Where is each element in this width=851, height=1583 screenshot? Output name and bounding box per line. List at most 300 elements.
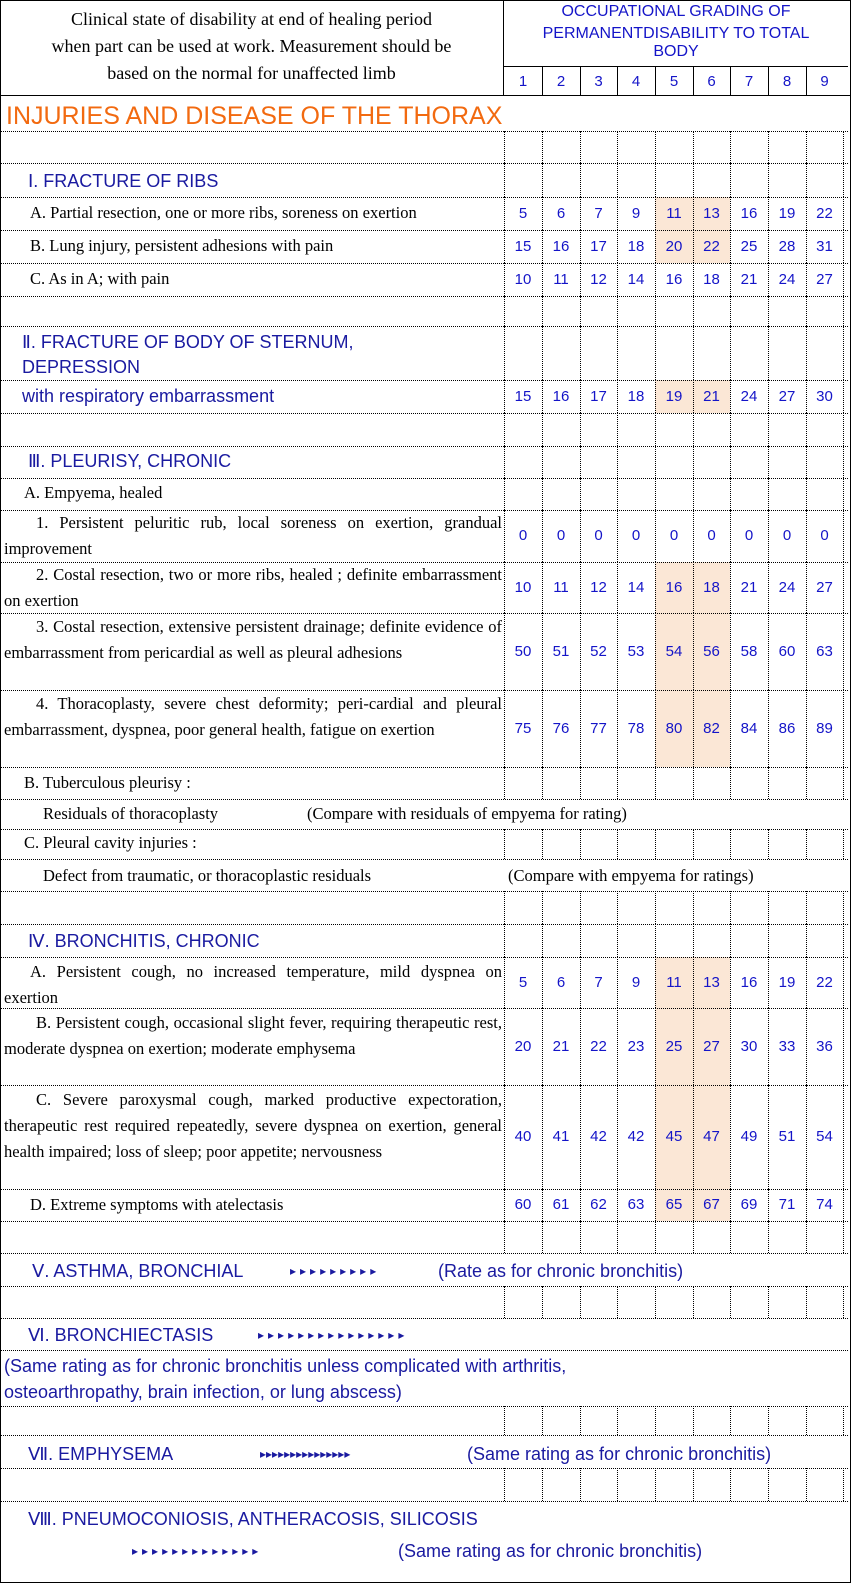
col-line [768,1286,769,1318]
col-line [655,163,656,197]
rating-cell-r4d-col3: 62 [590,1196,607,1213]
col-line [617,1286,618,1318]
col-line [768,478,769,510]
rating-cell-r3a1-col1: 0 [518,527,528,544]
row-line [0,1406,848,1407]
rating-cell-r1b-col6: 22 [703,237,720,255]
col-line [655,829,656,859]
row-line [0,326,848,327]
col-line [504,413,505,446]
rating-cell-r4c-col6: 47 [703,1128,720,1145]
rating-cell-r3a2-col5: 16 [665,578,683,596]
col-line [843,1085,844,1189]
rating-cell-r4a-col4: 9 [631,973,641,991]
column-number-6: 6 [707,73,716,90]
col-line [580,296,581,326]
rating-cell-r4c-col9: 54 [816,1128,833,1145]
col-line [542,1286,543,1318]
col-line [730,413,731,446]
col-line [655,1221,656,1253]
rating-cell-r4d-col5: 65 [665,1196,683,1213]
col-line [768,163,769,197]
rating-cell-r3a4-col8: 86 [778,719,796,737]
rating-cell-r1a-col7: 16 [740,204,758,222]
rating-cell-r2-col8: 27 [778,387,796,405]
rating-cell-r4d-col1: 60 [514,1196,532,1213]
col-line [504,1406,505,1435]
column-number-5: 5 [669,73,679,90]
col-line [504,446,505,478]
col-line [580,767,581,799]
row-3c-note: (Compare with empyema for ratings) [508,866,754,885]
col-line [580,478,581,510]
rating-cell-r3a4-col5: 80 [665,719,683,737]
rating-cell-r3a3-col6: 56 [703,642,720,660]
rating-cell-r2-col4: 18 [627,387,645,405]
col-line [843,197,844,230]
rating-cell-r3a2-col2: 11 [553,578,569,596]
col-line [843,829,844,859]
rating-cell-r1a-col8: 19 [778,204,796,222]
row-1c-label: C. As in A; with pain [30,269,170,288]
rating-cell-r3a2-col3: 12 [590,578,607,596]
col-line [693,163,694,197]
col-line [843,296,844,326]
col-line [806,924,807,957]
col-line [768,829,769,859]
col-line [806,296,807,326]
main-title: INJURIES AND DISEASE OF THE THORAX [6,102,503,130]
rating-cell-r3a3-col4: 53 [627,642,645,660]
col-line [730,1221,731,1253]
rating-cell-r1b-col2: 16 [552,237,570,255]
col-line [580,163,581,197]
rating-cell-r3a1-col8: 0 [782,527,792,544]
col-line [768,924,769,957]
rating-cell-r4d-col6: 67 [703,1196,720,1213]
rating-cell-r3a1-col7: 0 [744,527,754,544]
col-line [617,924,618,957]
rating-cell-r3a3-col3: 52 [590,642,607,660]
section-7-title: Ⅶ. EMPHYSEMA [28,1444,174,1464]
col-line [843,1221,844,1253]
col-line [617,1468,618,1501]
rating-cell-r4a-col3: 7 [594,973,603,991]
col-line [542,829,543,859]
header-right-line-1: OCCUPATIONAL GRADING OF [561,3,791,20]
col-line [617,131,618,163]
row-line [0,263,848,264]
rating-cell-r2-col7: 24 [740,387,758,405]
col-line [806,891,807,924]
row-3b-note: (Compare with residuals of empyema for rating) [307,804,627,823]
row-line [0,1189,848,1190]
rating-cell-r1b-col3: 17 [590,237,607,255]
rating-cell-r1c-col3: 12 [590,270,607,288]
row-3a2-text: 2. Costal resection, two or more ribs, healed ; definite embarrassment on exertion [4,565,502,610]
section-5-note: (Rate as for chronic bronchitis) [438,1261,684,1281]
col-line [806,1286,807,1318]
col-line [768,1221,769,1253]
col-line [843,562,844,613]
row-line [0,230,848,231]
rating-cell-r1c-col7: 21 [740,270,758,288]
col-line [843,1406,844,1435]
rating-cell-r3a3-col8: 60 [778,642,796,660]
row-line [0,446,848,447]
row-4d-label: D. Extreme symptoms with atelectasis [30,1195,284,1214]
rating-cell-r1c-col8: 24 [778,270,796,288]
col-line [693,829,694,859]
row-1b-label: B. Lung injury, persistent adhesions with pain [30,236,334,255]
section-6-title: Ⅵ. BRONCHIECTASIS [28,1325,214,1345]
section-6-arrows: ▸▸▸▸▸▸▸▸▸▸▸▸▸▸▸ [258,1328,409,1342]
rating-cell-r1c-col6: 18 [703,270,720,288]
column-number-2: 2 [556,73,566,90]
col-line [504,1468,505,1501]
row-3a4-label [4,691,502,743]
rating-cell-r3a2-col1: 10 [514,578,532,596]
col-line [617,1221,618,1253]
col-line [617,891,618,924]
col-line [730,829,731,859]
col-line [806,1406,807,1435]
col-line [542,891,543,924]
col-line [504,1221,505,1253]
header-left-title [0,6,503,87]
col-line [580,829,581,859]
col-line [542,1406,543,1435]
row-line [0,1253,848,1254]
row-4a-label [4,959,502,1011]
rating-cell-r3a4-col4: 78 [627,719,645,737]
col-line [693,326,694,380]
row-4b-label [4,1010,502,1062]
col-line [504,163,505,197]
rating-cell-r4b-col2: 21 [552,1037,570,1055]
col-line [730,131,731,163]
col-line [843,163,844,197]
col-line [542,767,543,799]
header-left-line-1: Clinical state of disability at end of healing period [71,9,432,29]
col-line [843,510,844,562]
col-line [504,924,505,957]
rating-cell-r1c-col9: 27 [816,270,833,288]
col-line [693,1406,694,1435]
section-2-title-line-2: DEPRESSION [22,357,141,377]
rating-cell-r4b-col9: 36 [816,1037,833,1055]
rating-cell-r4d-col4: 63 [627,1196,645,1213]
col-line [806,478,807,510]
col-line [730,767,731,799]
rating-cell-r2-col3: 17 [590,387,607,405]
rating-cell-r4c-col7: 49 [740,1128,758,1145]
col-line [504,1286,505,1318]
rating-cell-r1a-col3: 7 [594,204,603,222]
rating-cell-r4c-col5: 45 [665,1128,683,1145]
col-line [580,1468,581,1501]
col-line [843,957,844,1008]
row-3a2-label [4,562,502,614]
rating-cell-r1c-col1: 10 [514,270,532,288]
rating-cell-r4a-col5: 11 [666,973,682,991]
row-3a1-text: 1. Persistent peluritic rub, local soreness on exertion, grandual improvement [4,513,502,558]
rating-cell-r2-col5: 19 [665,387,683,405]
rating-cell-r3a3-col9: 63 [816,642,833,660]
col-line [768,1406,769,1435]
rating-cell-r3a1-col9: 0 [820,527,829,544]
rating-cell-r3a2-col6: 18 [703,578,720,596]
rating-cell-r4b-col6: 27 [703,1037,720,1055]
row-4c-label [4,1087,502,1165]
col-line [843,478,844,510]
rating-cell-r1a-col6: 13 [703,204,720,222]
rating-cell-r4c-col8: 51 [778,1128,796,1145]
header-right-title [504,1,848,59]
col-line [655,1468,656,1501]
col-line [843,1286,844,1318]
col-line [542,1221,543,1253]
col-line [843,613,844,690]
row-line [0,1501,848,1502]
rating-cell-r4b-col5: 25 [665,1037,683,1055]
col-line [693,446,694,478]
col-line [843,891,844,924]
col-line [730,163,731,197]
row-3a1-label [4,510,502,562]
col-line [542,446,543,478]
rating-cell-r4c-col4: 42 [627,1128,645,1145]
col-line [693,1468,694,1501]
section-3-title: Ⅲ. PLEURISY, CHRONIC [28,451,232,471]
col-line [843,380,844,413]
col-line [843,1008,844,1085]
column-number-3: 3 [594,73,603,90]
col-line [504,891,505,924]
rating-cell-r4a-col1: 5 [518,973,528,991]
col-line [806,163,807,197]
col-line [730,1468,731,1501]
col-line [504,326,505,380]
col-line [617,478,618,510]
section-8-title: Ⅷ. PNEUMOCONIOSIS, ANTHERACOSIS, SILICOSIS [28,1509,478,1529]
rating-cell-r2-col9: 30 [816,387,833,405]
rating-cell-r3a2-col8: 24 [778,578,796,596]
rating-cell-r4d-col2: 61 [552,1196,570,1213]
col-line [542,1468,543,1501]
rating-cell-r4a-col2: 6 [556,973,566,991]
col-line [504,767,505,799]
col-line [843,131,844,163]
column-number-8: 8 [782,73,792,90]
row-line [0,1350,848,1351]
col-line [693,1221,694,1253]
section-1-title: Ⅰ. FRACTURE OF RIBS [28,171,219,191]
rating-cell-r1c-col2: 11 [553,270,569,288]
col-line [730,326,731,380]
col-line [580,924,581,957]
col-line [843,230,844,263]
col-line [693,478,694,510]
rating-cell-r4b-col4: 23 [627,1037,645,1055]
rating-cell-r3a2-col7: 21 [740,578,758,596]
col-line [580,131,581,163]
row-3a-label: A. Empyema, healed [24,483,163,502]
header-left-line-2: when part can be used at work. Measurement should be [51,36,452,56]
rating-cell-r3a1-col3: 0 [594,527,603,544]
section-4-title: Ⅳ. BRONCHITIS, CHRONIC [28,931,260,951]
col-line [730,891,731,924]
row-line [0,1085,848,1086]
col-line [730,296,731,326]
col-line [693,131,694,163]
row-4c-text: C. Severe paroxysmal cough, marked productive expectoration, therapeutic rest required repeatedly, severe dyspnea on exertion, general health impaired; loss of sleep; poor appetite; nervousness [4,1090,502,1161]
column-number-4: 4 [631,73,641,90]
col-line [504,296,505,326]
row-line [0,891,848,892]
col-line [580,1286,581,1318]
col-line [655,446,656,478]
row-3a3-label [4,614,502,666]
col-line [693,413,694,446]
col-line [730,446,731,478]
rating-cell-r4b-col1: 20 [514,1037,532,1055]
rating-cell-r4b-col7: 30 [740,1037,758,1055]
row-line [0,1435,848,1436]
section-2-sub: with respiratory embarrassment [22,386,275,406]
rating-cell-r1b-col1: 15 [514,237,532,255]
col-line [843,413,844,446]
row-line [0,296,848,297]
section-6-note-line-2: osteoarthropathy, brain infection, or lung abscess) [4,1382,402,1402]
col-line [768,446,769,478]
col-line [768,891,769,924]
rating-cell-r3a4-col6: 82 [703,719,720,737]
col-line [617,1406,618,1435]
col-line [655,1286,656,1318]
col-line [655,326,656,380]
rating-cell-r3a3-col1: 50 [514,642,532,660]
rating-cell-r1c-col4: 14 [627,270,645,288]
rating-cell-r1a-col1: 5 [518,204,528,222]
row-line [0,799,848,800]
col-line [580,413,581,446]
row-line [0,413,848,414]
rating-cell-r3a3-col2: 51 [552,642,570,660]
section-7-arrows: ▸▸▸▸▸▸▸▸▸▸▸▸▸▸▸ [260,1447,351,1461]
col-line [768,131,769,163]
col-line [843,263,844,296]
col-line [542,478,543,510]
column-number-7: 7 [744,73,754,90]
row-line [0,767,848,768]
section-6-note-line-1: (Same rating as for chronic bronchitis unless complicated with arthritis, [4,1356,567,1376]
rating-cell-r1c-col5: 16 [665,270,683,288]
col-line [730,924,731,957]
section-8-note: (Same rating as for chronic bronchitis) [398,1541,703,1561]
rating-cell-r3a2-col4: 14 [627,578,645,596]
row-line [0,163,848,164]
rating-cell-r1b-col7: 25 [740,237,758,255]
row-line [0,859,848,860]
rating-cell-r1a-col2: 6 [556,204,566,222]
col-line [617,296,618,326]
column-number-1: 1 [518,73,528,90]
col-line [542,163,543,197]
row-line [0,380,848,381]
section-2-title-line-1: Ⅱ. FRACTURE OF BODY OF STERNUM, [22,332,354,352]
col-line [542,413,543,446]
column-number-9: 9 [820,73,829,90]
col-line [655,413,656,446]
col-line [806,1221,807,1253]
row-line [0,478,848,479]
rating-cell-r4c-col1: 40 [514,1128,532,1145]
header-right-line-2: PERMANENTDISABILITY TO TOTAL [542,25,810,42]
col-line [730,478,731,510]
rating-cell-r4c-col2: 41 [552,1128,570,1145]
col-line [655,924,656,957]
col-line [806,829,807,859]
rating-cell-r4d-col8: 71 [778,1196,796,1213]
row-3b-label: B. Tuberculous pleurisy : [24,773,191,792]
col-line [617,829,618,859]
col-line [806,1468,807,1501]
col-line [806,446,807,478]
rating-cell-r3a1-col5: 0 [669,527,679,544]
row-1a-label: A. Partial resection, one or more ribs, soreness on exertion [30,203,417,222]
col-line [806,326,807,380]
rating-cell-r3a4-col2: 76 [552,719,570,737]
rating-cell-r3a1-col4: 0 [631,527,641,544]
row-3b-residuals: Residuals of thoracoplasty [43,804,219,823]
col-line [504,829,505,859]
col-line [504,131,505,163]
col-line [768,767,769,799]
rating-cell-r1b-col5: 20 [665,237,683,255]
col-line [693,891,694,924]
rating-cell-r4b-col3: 22 [590,1037,607,1055]
rating-cell-r3a4-col3: 77 [590,719,607,737]
header-right-line-3: BODY [653,43,699,60]
row-line [0,957,848,958]
col-line [768,1468,769,1501]
col-line [730,1286,731,1318]
rating-cell-r4a-col9: 22 [816,973,833,991]
rating-cell-r3a4-col1: 75 [514,719,532,737]
rating-cell-r3a1-col2: 0 [556,527,566,544]
col-line [617,446,618,478]
col-line [617,767,618,799]
rating-cell-r2-col2: 16 [552,387,570,405]
col-line [542,131,543,163]
row-line [0,197,848,198]
rating-cell-r3a3-col7: 58 [740,642,758,660]
row-3a3-text: 3. Costal resection, extensive persistent drainage; definite evidence of embarrassment from pericardial as well as pleural adhesions [4,617,502,662]
header-left-line-3: based on the normal for unaffected limb [107,63,396,83]
rating-cell-r4a-col6: 13 [703,973,720,991]
row-line [0,1318,848,1319]
row-4a-text: A. Persistent cough, no increased temperature, mild dyspnea on exertion [4,962,502,1007]
rating-cell-r4a-col8: 19 [778,973,796,991]
col-line [843,690,844,767]
col-line [843,1468,844,1501]
col-line [580,326,581,380]
col-line [617,163,618,197]
rating-cell-r3a4-col9: 89 [816,719,833,737]
rating-cell-r3a3-col5: 54 [665,642,683,660]
col-line [655,891,656,924]
